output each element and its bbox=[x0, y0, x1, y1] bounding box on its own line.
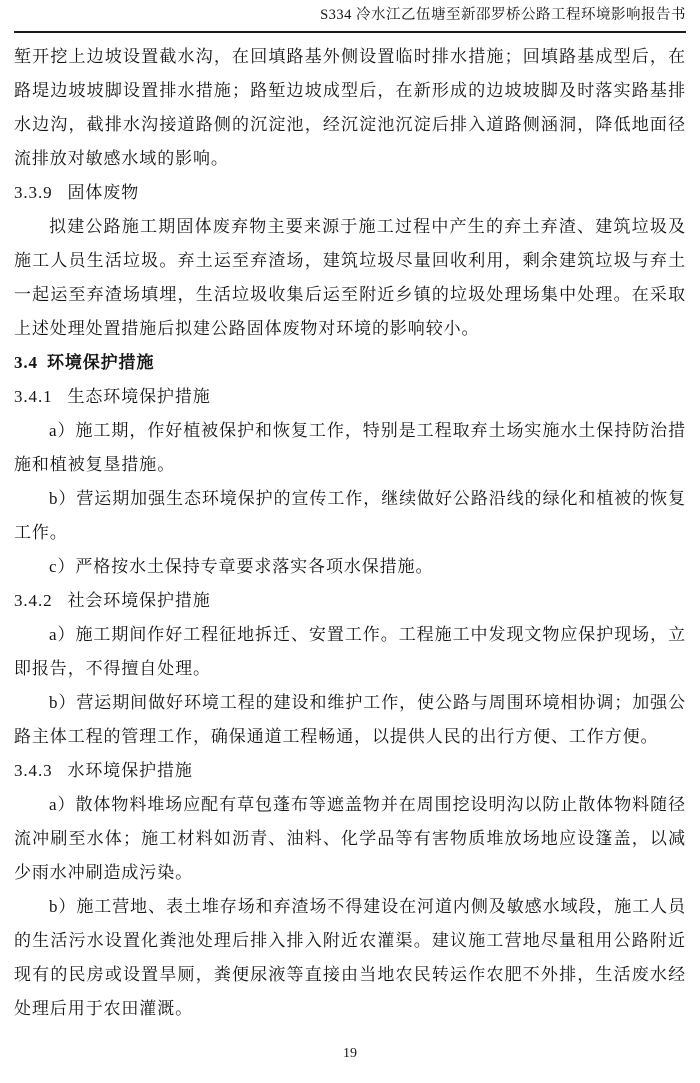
document-body bbox=[14, 33, 686, 1026]
heading-3-4-2 bbox=[14, 584, 686, 618]
heading-number: 3.3.9 bbox=[14, 183, 53, 202]
paragraph-eco-item-c: c）严格按水土保持专章要求落实各项水保措施。 bbox=[49, 557, 434, 576]
paragraph-eco-item-b: b）营运期加强生态环境保护的宣传工作，继续做好公路沿线的绿化和植被的恢复工作。 bbox=[14, 489, 686, 542]
heading-3-4-3 bbox=[14, 754, 686, 788]
paragraph-solid-waste: 拟建公路施工期固体废弃物主要来源于施工过程中产生的弃土弃渣、建筑垃圾及施工人员生活垃圾。弃土运至弃渣场，建筑垃圾尽量回收利用，剩余建筑垃圾与弃土一起运至弃渣场填埋，生活垃圾收集后运至附近乡镇的垃圾处理场集中处理。在采取上述处理处置措施后拟建公路固体废物对环境的影响较小。 bbox=[14, 217, 686, 338]
heading-number: 3.4.3 bbox=[14, 761, 53, 780]
heading-3-4 bbox=[14, 346, 686, 380]
page-number: 19 bbox=[343, 1046, 357, 1061]
heading-title: 社会环境保护措施 bbox=[67, 591, 211, 610]
heading-number: 3.4.1 bbox=[14, 387, 53, 406]
running-header bbox=[14, 0, 686, 33]
paragraph-water-item-b: b）施工营地、表土堆存场和弃渣场不得建设在河道内侧及敏感水域段，施工人员的生活污水设置化粪池处理后排入排入附近农灌渠。建议施工营地尽量租用公路附近现有的民房或设置旱厕，粪便尿液等直接由当地农民转运作农肥不外排，生活废水经处理后用于农田灌溉。 bbox=[14, 897, 686, 1018]
heading-title: 固体废物 bbox=[67, 183, 140, 202]
heading-number: 3.4.2 bbox=[14, 591, 53, 610]
heading-3-3-9 bbox=[14, 176, 686, 210]
header-title: S334 冷水江乙伍塘至新邵罗桥公路工程环境影响报告书 bbox=[320, 7, 686, 23]
heading-3-4-1 bbox=[14, 380, 686, 414]
page-footer bbox=[0, 1044, 700, 1064]
heading-number: 3.4 bbox=[14, 353, 38, 372]
paragraph-water-item-a: a）散体物料堆场应配有草包蓬布等遮盖物并在周围挖设明沟以防止散体物料随径流冲刷至水体；施工材料如沥青、油料、化学品等有害物质堆放场地应设篷盖，以减少雨水冲刷造成污染。 bbox=[14, 795, 686, 882]
heading-title: 环境保护措施 bbox=[46, 353, 155, 372]
paragraph-social-item-a: a）施工期间作好工程征地拆迁、安置工作。工程施工中发现文物应保护现场，立即报告，不得擅自处理。 bbox=[14, 625, 686, 678]
paragraph-continuation: 堑开挖上边坡设置截水沟，在回填路基外侧设置临时排水措施；回填路基成型后，在路堤边坡坡脚设置排水措施；路堑边坡成型后，在新形成的边坡坡脚及时落实路基排水边沟，截排水沟接道路侧的沉淀池，经沉淀池沉淀后排入道路侧涵洞，降低地面径流排放对敏感水域的影响。 bbox=[14, 47, 686, 168]
paragraph-social-item-b: b）营运期间做好环境工程的建设和维护工作，使公路与周围环境相协调；加强公路主体工程的管理工作，确保通道工程畅通，以提供人民的出行方便、工作方便。 bbox=[14, 693, 686, 746]
paragraph-eco-item-a: a）施工期，作好植被保护和恢复工作，特别是工程取弃土场实施水土保持防治措施和植被复垦措施。 bbox=[14, 421, 686, 474]
heading-title: 水环境保护措施 bbox=[67, 761, 193, 780]
heading-title: 生态环境保护措施 bbox=[67, 387, 211, 406]
